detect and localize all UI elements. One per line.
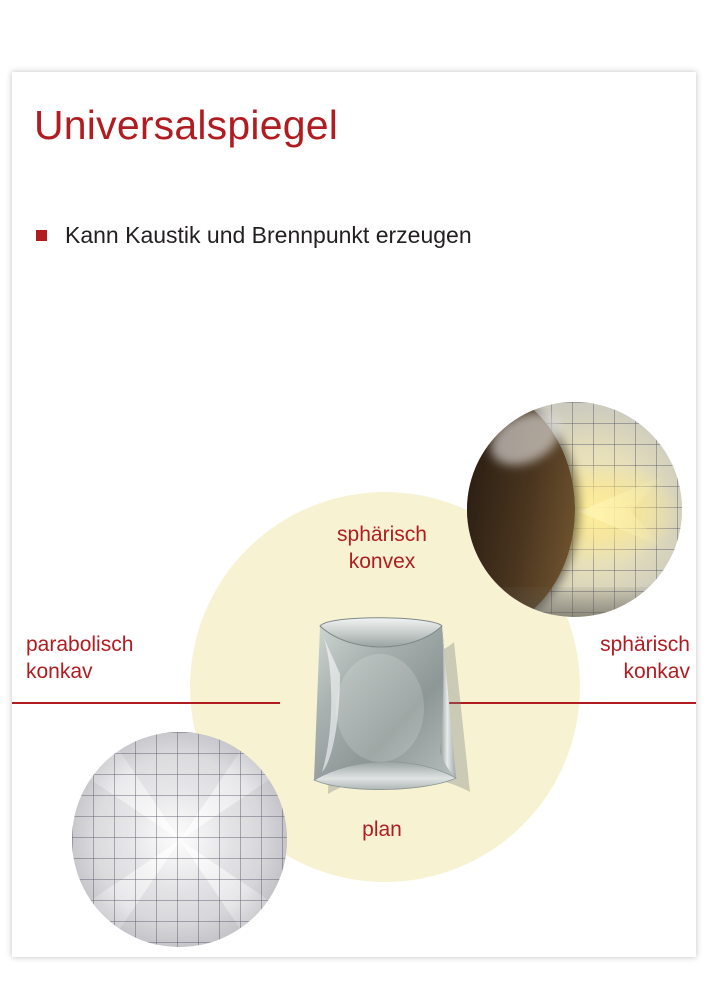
inset-lower-shading (467, 587, 682, 617)
label-parabolic-concave (26, 632, 133, 686)
diagram-stage (12, 317, 696, 957)
page-margin-bottom (0, 957, 708, 1000)
bullet-item-label: Kann Kaustik und Brennpunkt erzeugen (65, 222, 472, 248)
label-line-2: konkav (623, 659, 690, 683)
plan-mirror-caustic-photo (72, 732, 287, 947)
label-plan: plan (362, 818, 402, 841)
vignette-shading (72, 732, 287, 947)
label-line-1: sphärisch (600, 633, 690, 656)
square-bullet-icon (36, 230, 47, 241)
slide-canvas (12, 72, 696, 957)
spherical-convex-caustic-photo (467, 402, 682, 617)
label-spherical-concave (442, 632, 690, 686)
label-line-1: parabolisch (26, 633, 134, 656)
axis-rule-left (12, 702, 280, 704)
label-line-2: konkav (26, 659, 93, 683)
label-line-1: sphärisch (337, 523, 427, 546)
label-line-2: konvex (348, 549, 416, 573)
axis-rule-right (440, 702, 696, 704)
page-title: Universalspiegel (34, 102, 339, 148)
label-spherical-convex (282, 522, 482, 576)
bullet-item (36, 222, 472, 249)
page-margin-top (0, 0, 708, 72)
